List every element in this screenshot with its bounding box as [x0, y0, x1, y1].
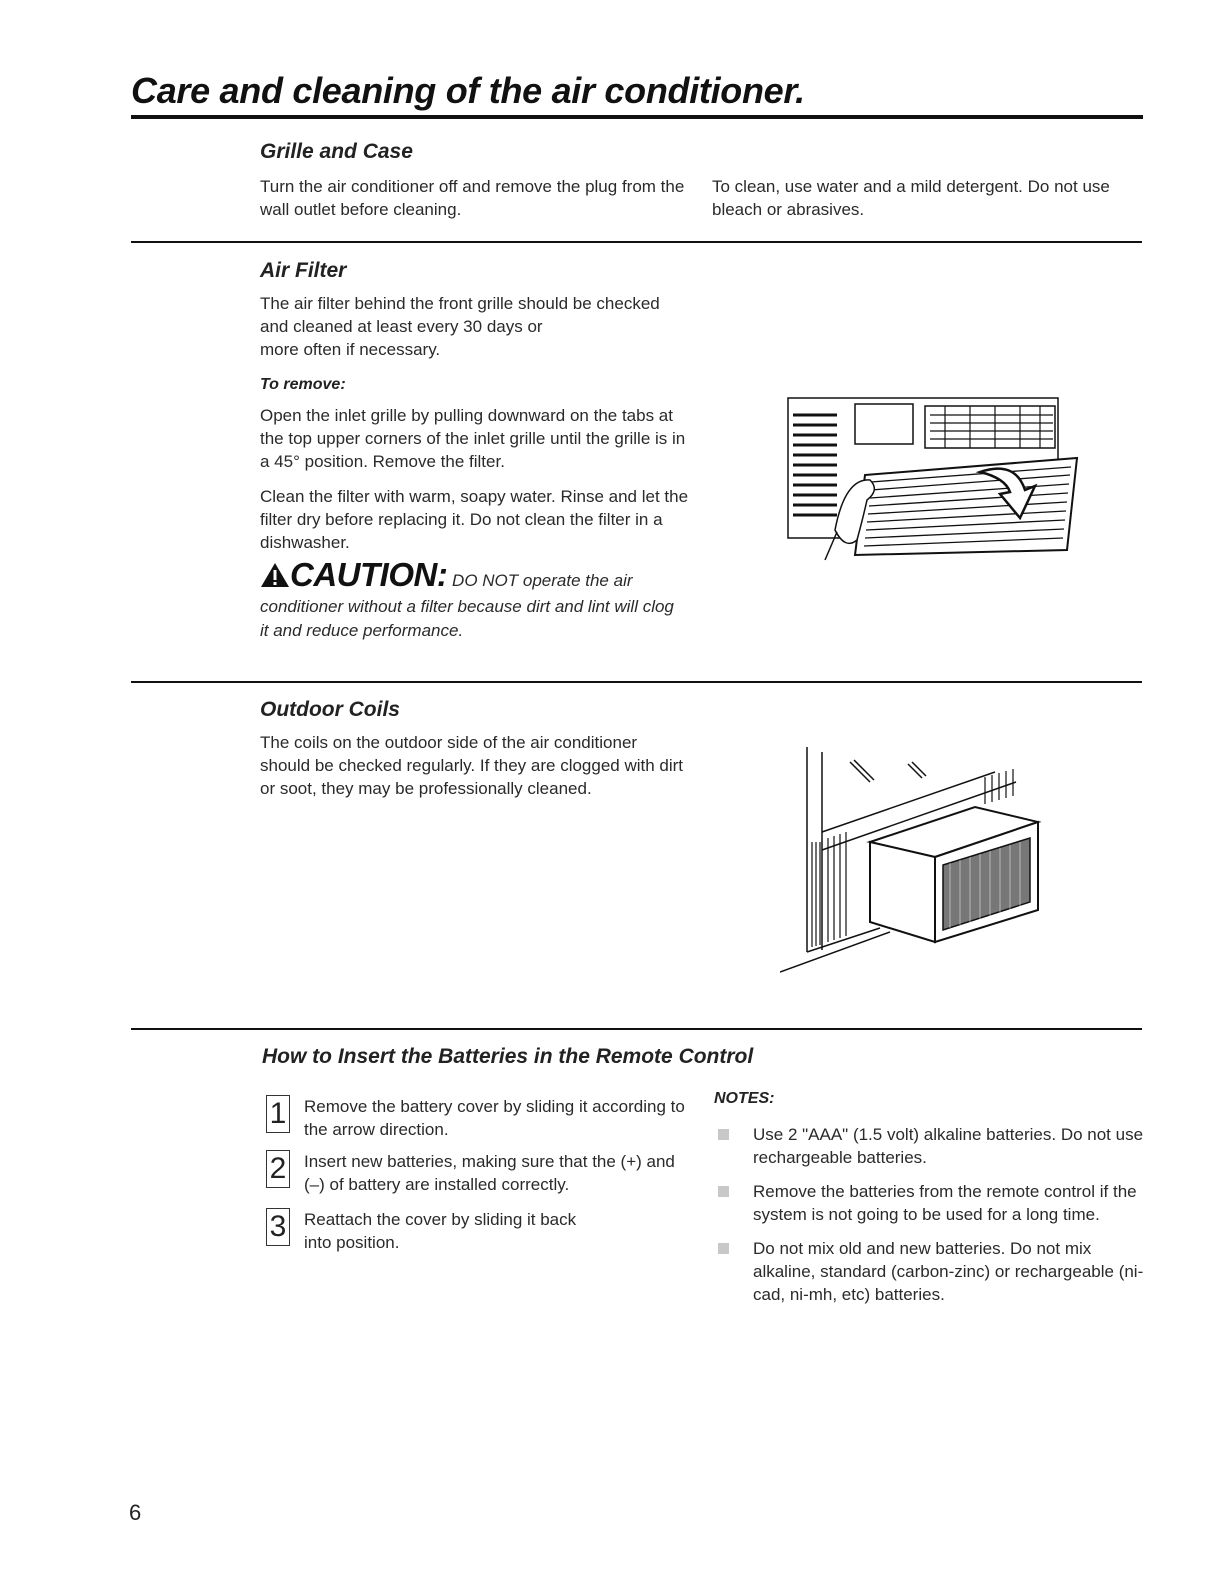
bullet-icon	[718, 1186, 729, 1197]
note-item	[714, 1123, 1151, 1169]
to-remove-text: Open the inlet grille by pulling downward on the tabs at the top upper corners of the inlet grille until the grille is in a 45° position. Remove the filter.	[260, 406, 686, 471]
grille-case-text-1: Turn the air conditioner off and remove the plug from the wall outlet before cleaning.	[260, 177, 685, 219]
bullet-icon	[718, 1243, 729, 1254]
step-text: Reattach the cover by sliding it back into position.	[304, 1210, 577, 1252]
title-rule	[131, 115, 1143, 119]
to-remove-label: To remove:	[260, 376, 346, 393]
air-filter-intro-line: and cleaned at least every 30 days or	[260, 317, 543, 336]
outdoor-coils-text: The coils on the outdoor side of the air conditioner should be checked regularly. If they are clogged with dirt or soot, they may be professionally cleaned.	[260, 733, 684, 798]
clean-filter-text: Clean the filter with warm, soapy water. Rinse and let the filter dry before replacing it. Do not clean the filter in a dishwasher.	[260, 487, 689, 552]
battery-step	[266, 1150, 694, 1196]
batteries-heading: How to Insert the Batteries in the Remote Control	[262, 1045, 754, 1068]
air-filter-intro	[260, 292, 720, 361]
section-divider	[131, 241, 1142, 243]
notes-label: NOTES:	[714, 1090, 775, 1107]
section-divider	[131, 681, 1142, 683]
warning-icon	[260, 562, 290, 595]
caution-block	[260, 556, 680, 643]
grille-case-text-2: To clean, use water and a mild detergent. Do not use bleach or abrasives.	[712, 177, 1110, 219]
battery-step	[266, 1095, 694, 1141]
air-filter-illustration	[785, 390, 1085, 565]
section-divider	[131, 1028, 1142, 1030]
air-filter-heading: Air Filter	[260, 259, 347, 282]
step-text: Insert new batteries, making sure that the (+) and (–) of battery are installed correctly.	[304, 1152, 675, 1194]
note-item	[714, 1237, 1151, 1306]
step-number: 1	[266, 1095, 290, 1133]
caution-word: CAUTION:	[290, 556, 448, 593]
air-filter-intro-line: The air filter behind the front grille should be checked	[260, 294, 660, 313]
outdoor-coils-heading: Outdoor Coils	[260, 698, 400, 721]
battery-step	[266, 1208, 604, 1254]
note-text: Use 2 "AAA" (1.5 volt) alkaline batteries. Do not use rechargeable batteries.	[753, 1125, 1144, 1167]
step-number: 3	[266, 1208, 290, 1246]
step-text: Remove the battery cover by sliding it according to the arrow direction.	[304, 1097, 685, 1139]
outdoor-coils-illustration	[780, 742, 1050, 974]
air-filter-intro-line: more often if necessary.	[260, 340, 441, 359]
note-item	[714, 1180, 1151, 1226]
note-text: Remove the batteries from the remote control if the system is not going to be used for a long time.	[753, 1182, 1137, 1224]
caution-text: DO NOT operate the air conditioner without a filter because dirt and lint will clog it and reduce performance.	[260, 571, 674, 640]
grille-case-heading: Grille and Case	[260, 140, 413, 163]
note-text: Do not mix old and new batteries. Do not mix alkaline, standard (carbon-zinc) or rechargeable (ni-cad, ni-mh, etc) batteries.	[753, 1239, 1144, 1304]
step-number: 2	[266, 1150, 290, 1188]
bullet-icon	[718, 1129, 729, 1140]
page-title: Care and cleaning of the air conditioner.	[131, 70, 805, 111]
page-number: 6	[129, 1500, 142, 1525]
